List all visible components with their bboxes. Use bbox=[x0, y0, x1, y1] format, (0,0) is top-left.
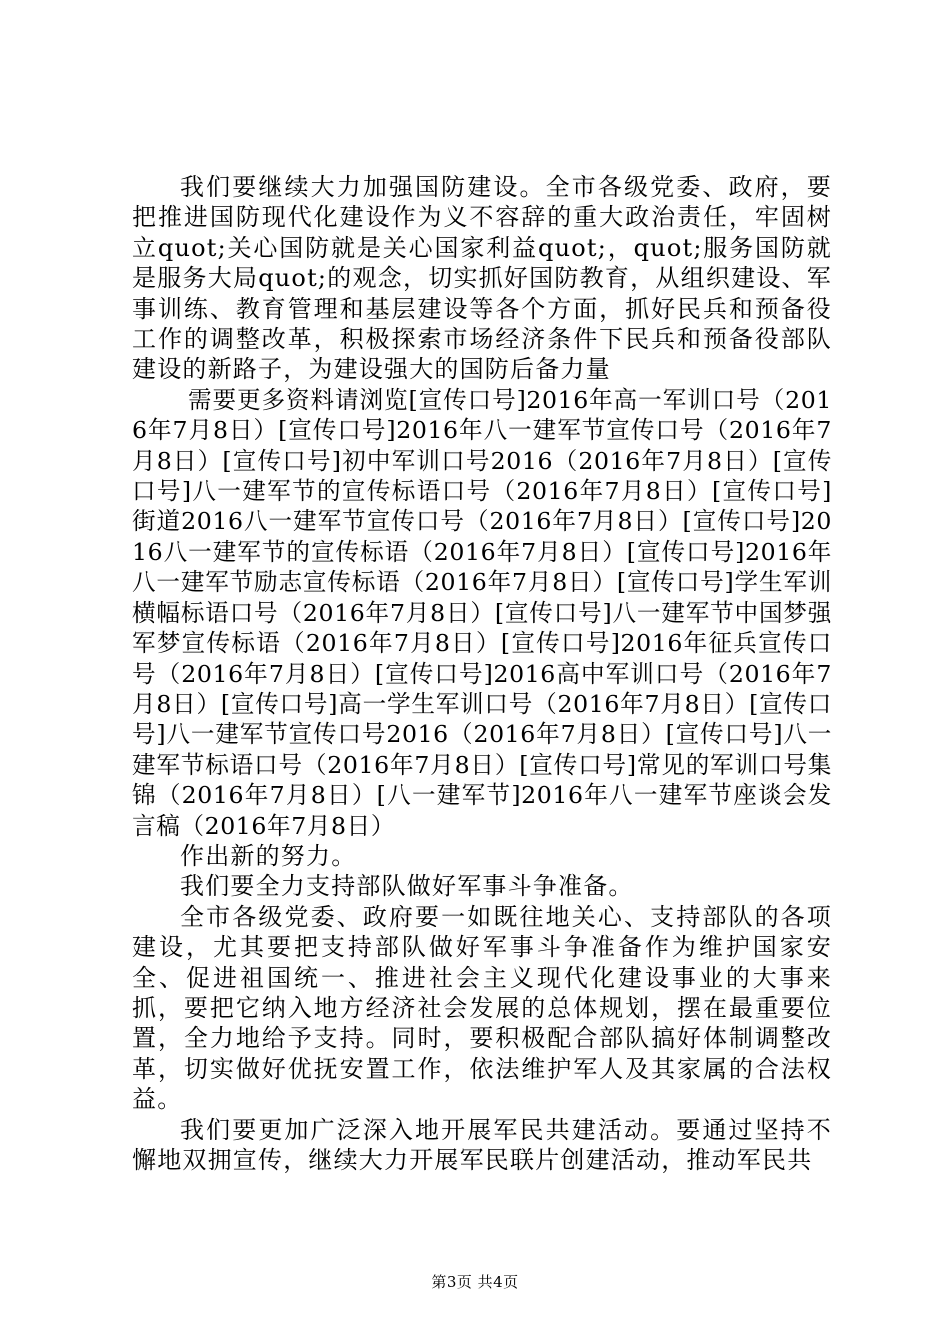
paragraph-party-government: 全市各级党委、政府要一如既往地关心、支持部队的各项建设，尤其要把支持部队做好军事斗争准备作为维护国家安全、促进祖国统一、推进社会主义现代化建设事业的大事来抓，要把它纳入地方经济社会发展的总体规划，摆在最重要位置，全力地给予支持。同时，要积极配合部队搞好体制调整改革，切实做好优抚安置工作，依法维护军人及其家属的合法权益。 bbox=[132, 902, 832, 1114]
paragraph-national-defense: 我们要继续大力加强国防建设。全市各级党委、政府，要把推进国防现代化建设作为义不容辞的重大政治责任，牢固树立quot;关心国防就是关心国家利益quot;，quot;服务国防就是服务大局quot;的观念，切实抓好国防教育，从组织建设、军事训练、教育管理和基层建设等各个方面，抓好民兵和预备役工作的调整改革，积极探索市场经济条件下民兵和预备役部队建设的新路子，为建设强大的国防后备力量 bbox=[132, 173, 832, 384]
paragraph-joint-construction: 我们要更加广泛深入地开展军民共建活动。要通过坚持不懈地双拥宣传，继续大力开展军民联片创建活动，推动军民共 bbox=[132, 1115, 832, 1174]
body-text bbox=[132, 172, 832, 1175]
paragraph-related-links: 需要更多资料请浏览[宣传口号]2016年高一军训口号（2016年7月8日）[宣传口号]2016年八一建军节宣传口号（2016年7月8日）[宣传口号]初中军训口号2016（2016年7月8日）[宣传口号]八一建军节的宣传标语口号（2016年7月8日）[宣传口号]街道2016八一建军节宣传口号（2016年7月8日）[宣传口号]2016八一建军节的宣传标语（2016年7月8日）[宣传口号]2016年八一建军节励志宣传标语（2016年7月8日）[宣传口号]学生军训横幅标语口号（2016年7月8日）[宣传口号]八一建军节中国梦强军梦宣传标语（2016年7月8日）[宣传口号]2016年征兵宣传口号（2016年7月8日）[宣传口号]2016高中军训口号（2016年7月8日）[宣传口号]高一学生军训口号（2016年7月8日）[宣传口号]八一建军节宣传口号2016（2016年7月8日）[宣传口号]八一建军节标语口号（2016年7月8日）[宣传口号]常见的军训口号集锦（2016年7月8日）[八一建军节]2016年八一建军节座谈会发言稿（2016年7月8日） bbox=[132, 385, 832, 840]
page-number: 第3页 共4页 bbox=[431, 1273, 519, 1291]
paragraph-military-support: 我们要全力支持部队做好军事斗争准备。 bbox=[180, 872, 634, 901]
paragraph-new-efforts: 作出新的努力。 bbox=[180, 841, 357, 870]
